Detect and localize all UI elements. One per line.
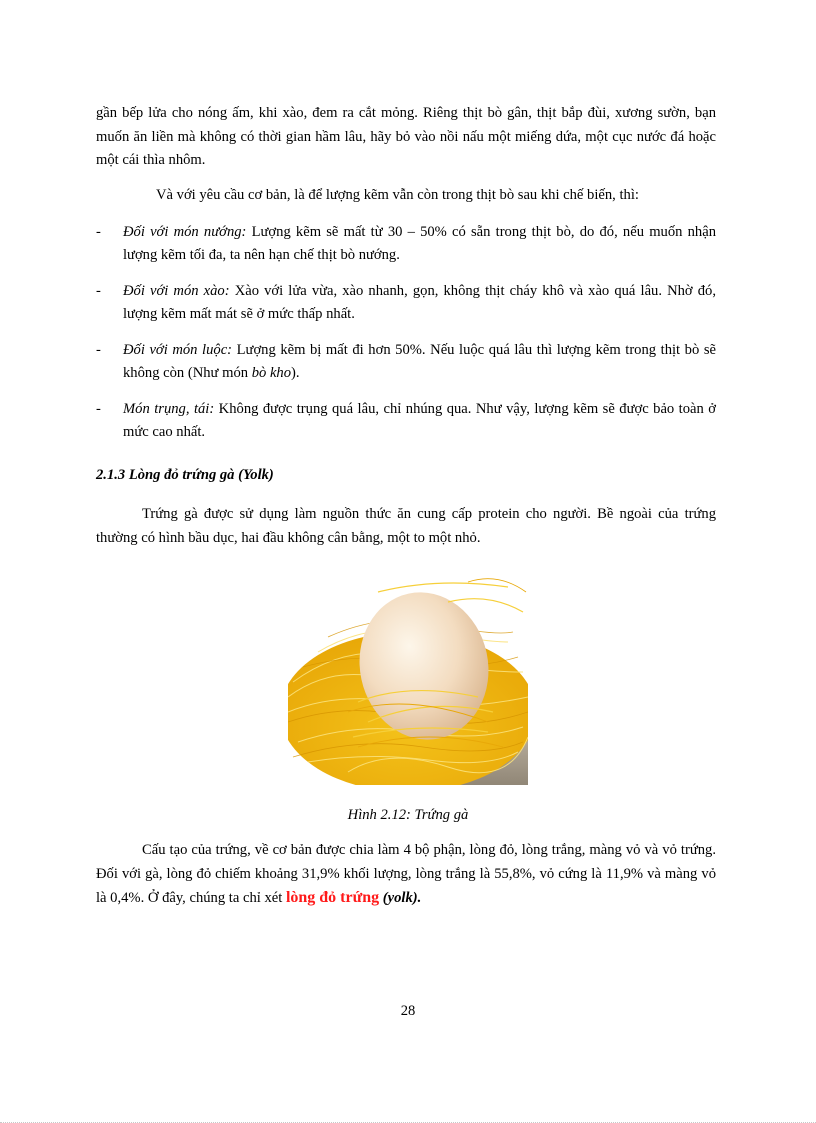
bullet-item-grilled — [96, 221, 716, 267]
bullet-item-boiled — [96, 339, 716, 385]
page-number: 28 — [400, 1003, 416, 1019]
bullet-label-2: bò kho — [251, 365, 292, 381]
bullet-text: Không được trụng quá lâu, chỉ nhúng qua. Như vậy, lượng kẽm sẽ được bảo toàn ở mức cao nhất. — [123, 401, 716, 440]
bullet-label: Đối với món nướng: — [123, 224, 247, 240]
section-heading: 2.1.3 Lòng đỏ trứng gà (Yolk) — [96, 467, 274, 483]
egg-in-nest-photo — [288, 562, 528, 785]
bullet-label: Món trụng, tái: — [123, 401, 215, 417]
paragraph-4 — [96, 839, 716, 911]
bullet-item-blanched — [96, 398, 716, 444]
paragraph-4-text: Cấu tạo của trứng, về cơ bản được chia làm 4 bộ phận, lòng đỏ, lòng trắng, màng vỏ và vỏ trứng. Đối với gà, lòng đỏ chiếm khoảng 31,9% khối lượng, lòng trắng là 55,8%, vỏ cứng là 11,9% và màng vỏ là 0,4%. Ở đây, chúng ta chỉ xét — [96, 842, 716, 906]
bullet-text: Lượng kẽm bị mất đi hơn 50%. Nếu luộc quá lâu thì lượng kẽm trong thịt bò sẽ không còn (Như món — [123, 342, 716, 381]
bullet-dash: - — [96, 401, 101, 417]
bullet-text: Lượng kẽm sẽ mất từ 30 – 50% có sẵn trong thịt bò, do đó, nếu muốn nhận lượng kẽm tối đa, ta nên hạn chế thịt bò nướng. — [123, 224, 716, 263]
bullet-dash: - — [96, 224, 101, 240]
paragraph-3: Trứng gà được sử dụng làm nguồn thức ăn cung cấp protein cho người. Bề ngoài của trứng thường có hình bầu dục, hai đầu không cân bằng, một to một nhỏ. — [96, 506, 716, 546]
bullet-tail: ). — [291, 365, 300, 381]
bullet-dash: - — [96, 283, 101, 299]
bullet-text: Xào với lửa vừa, xào nhanh, gọn, không thịt cháy khô và xào quá lâu. Nhờ đó, lượng kẽm mất mát sẽ ở mức thấp nhất. — [123, 283, 716, 322]
bullet-label: Đối với món xào: — [123, 283, 230, 299]
figure-caption: Hình 2.12: Trứng gà — [347, 807, 469, 823]
paragraph-1: gần bếp lửa cho nóng ấm, khi xào, đem ra cắt mỏng. Riêng thịt bò gân, thịt bắp đùi, xương sườn, bạn muốn ăn liền mà không có thời gian hầm lâu, hãy bỏ vào nồi nấu một miếng dứa, một cục nước đá hoặc một cái thìa nhôm. — [96, 105, 716, 168]
highlighted-term: lòng đỏ trứng — [285, 889, 380, 906]
yolk-term: (yolk). — [379, 890, 422, 906]
paragraph-2: Và với yêu cầu cơ bản, là để lượng kẽm vẫn còn trong thịt bò sau khi chế biến, thì: — [156, 187, 639, 203]
bullet-dash: - — [96, 342, 101, 358]
bullet-item-stirfry — [96, 280, 716, 326]
bullet-label: Đối với món luộc: — [123, 342, 233, 358]
